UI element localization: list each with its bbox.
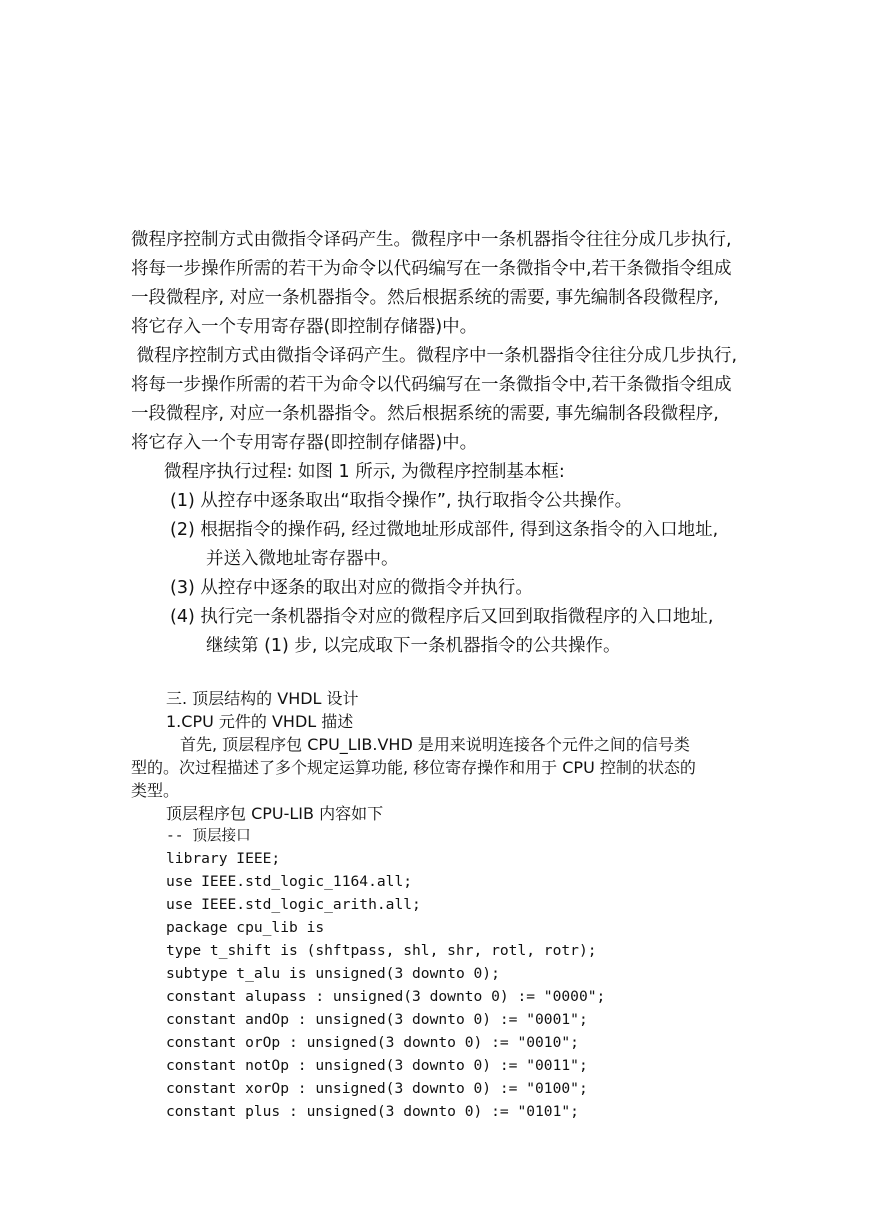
code-line-9: constant andOp : unsigned(3 downto 0) := "0001"; — [166, 1011, 588, 1028]
subsection-title: 1.CPU 元件的 VHDL 描述 — [166, 712, 354, 731]
intro-line-3: 类型。 — [131, 781, 180, 800]
paragraph2-line-1: 微程序控制方式由微指令译码产生。微程序中一条机器指令往往分成几步执行, — [131, 346, 738, 366]
process-intro: 微程序执行过程: 如图 1 所示, 为微程序控制基本框: — [164, 462, 565, 482]
section-title: 三. 顶层结构的 VHDL 设计 — [166, 689, 359, 708]
intro-line-1: 首先, 顶层程序包 CPU_LIB.VHD 是用来说明连接各个元件之间的信号类 — [180, 735, 690, 754]
paragraph1-line-4: 将它存入一个专用寄存器(即控制存储器)中。 — [131, 317, 478, 337]
code-line-7: subtype t_alu is unsigned(3 downto 0); — [166, 965, 500, 982]
paragraph2-line-3: 一段微程序, 对应一条机器指令。然后根据系统的需要, 事先编制各段微程序, — [131, 404, 719, 424]
code-line-13: constant plus : unsigned(3 downto 0) := "0101"; — [166, 1103, 579, 1120]
paragraph2-line-2: 将每一步操作所需的若干为命令以代码编写在一条微指令中,若干条微指令组成 — [131, 375, 732, 395]
code-line-11: constant notOp : unsigned(3 downto 0) := "0011"; — [166, 1057, 588, 1074]
code-line-1: -- 顶层接口 — [166, 827, 251, 844]
code-line-12: constant xorOp : unsigned(3 downto 0) := "0100"; — [166, 1080, 588, 1097]
paragraph1-line-1: 微程序控制方式由微指令译码产生。微程序中一条机器指令往往分成几步执行, — [131, 230, 732, 250]
code-line-3: use IEEE.std_logic_1164.all; — [166, 873, 413, 890]
code-line-5: package cpu_lib is — [166, 919, 325, 936]
package-title: 顶层程序包 CPU-LIB 内容如下 — [166, 804, 384, 823]
step-4-continued: 继续第 (1) 步, 以完成取下一条机器指令的公共操作。 — [206, 636, 621, 656]
step-2: (2) 根据指令的操作码, 经过微地址形成部件, 得到这条指令的入口地址, — [170, 520, 719, 540]
code-line-4: use IEEE.std_logic_arith.all; — [166, 896, 421, 913]
step-1: (1) 从控存中逐条取出“取指令操作”, 执行取指令公共操作。 — [170, 491, 633, 511]
code-line-8: constant alupass : unsigned(3 downto 0) := "0000"; — [166, 988, 606, 1005]
step-4: (4) 执行完一条机器指令对应的微程序后又回到取指微程序的入口地址, — [170, 607, 714, 627]
code-line-2: library IEEE; — [166, 850, 281, 867]
code-line-10: constant orOp : unsigned(3 downto 0) := "0010"; — [166, 1034, 579, 1051]
intro-line-2: 型的。次过程描述了多个规定运算功能, 移位寄存操作和用于 CPU 控制的状态的 — [131, 758, 696, 777]
paragraph2-line-4: 将它存入一个专用寄存器(即控制存储器)中。 — [131, 433, 478, 453]
code-line-6: type t_shift is (shftpass, shl, shr, rotl, rotr); — [166, 942, 597, 959]
paragraph1-line-2: 将每一步操作所需的若干为命令以代码编写在一条微指令中,若干条微指令组成 — [131, 259, 732, 279]
paragraph1-line-3: 一段微程序, 对应一条机器指令。然后根据系统的需要, 事先编制各段微程序, — [131, 288, 719, 308]
step-3: (3) 从控存中逐条的取出对应的微指令并执行。 — [170, 578, 533, 598]
step-2-continued: 并送入微地址寄存器中。 — [206, 549, 399, 569]
